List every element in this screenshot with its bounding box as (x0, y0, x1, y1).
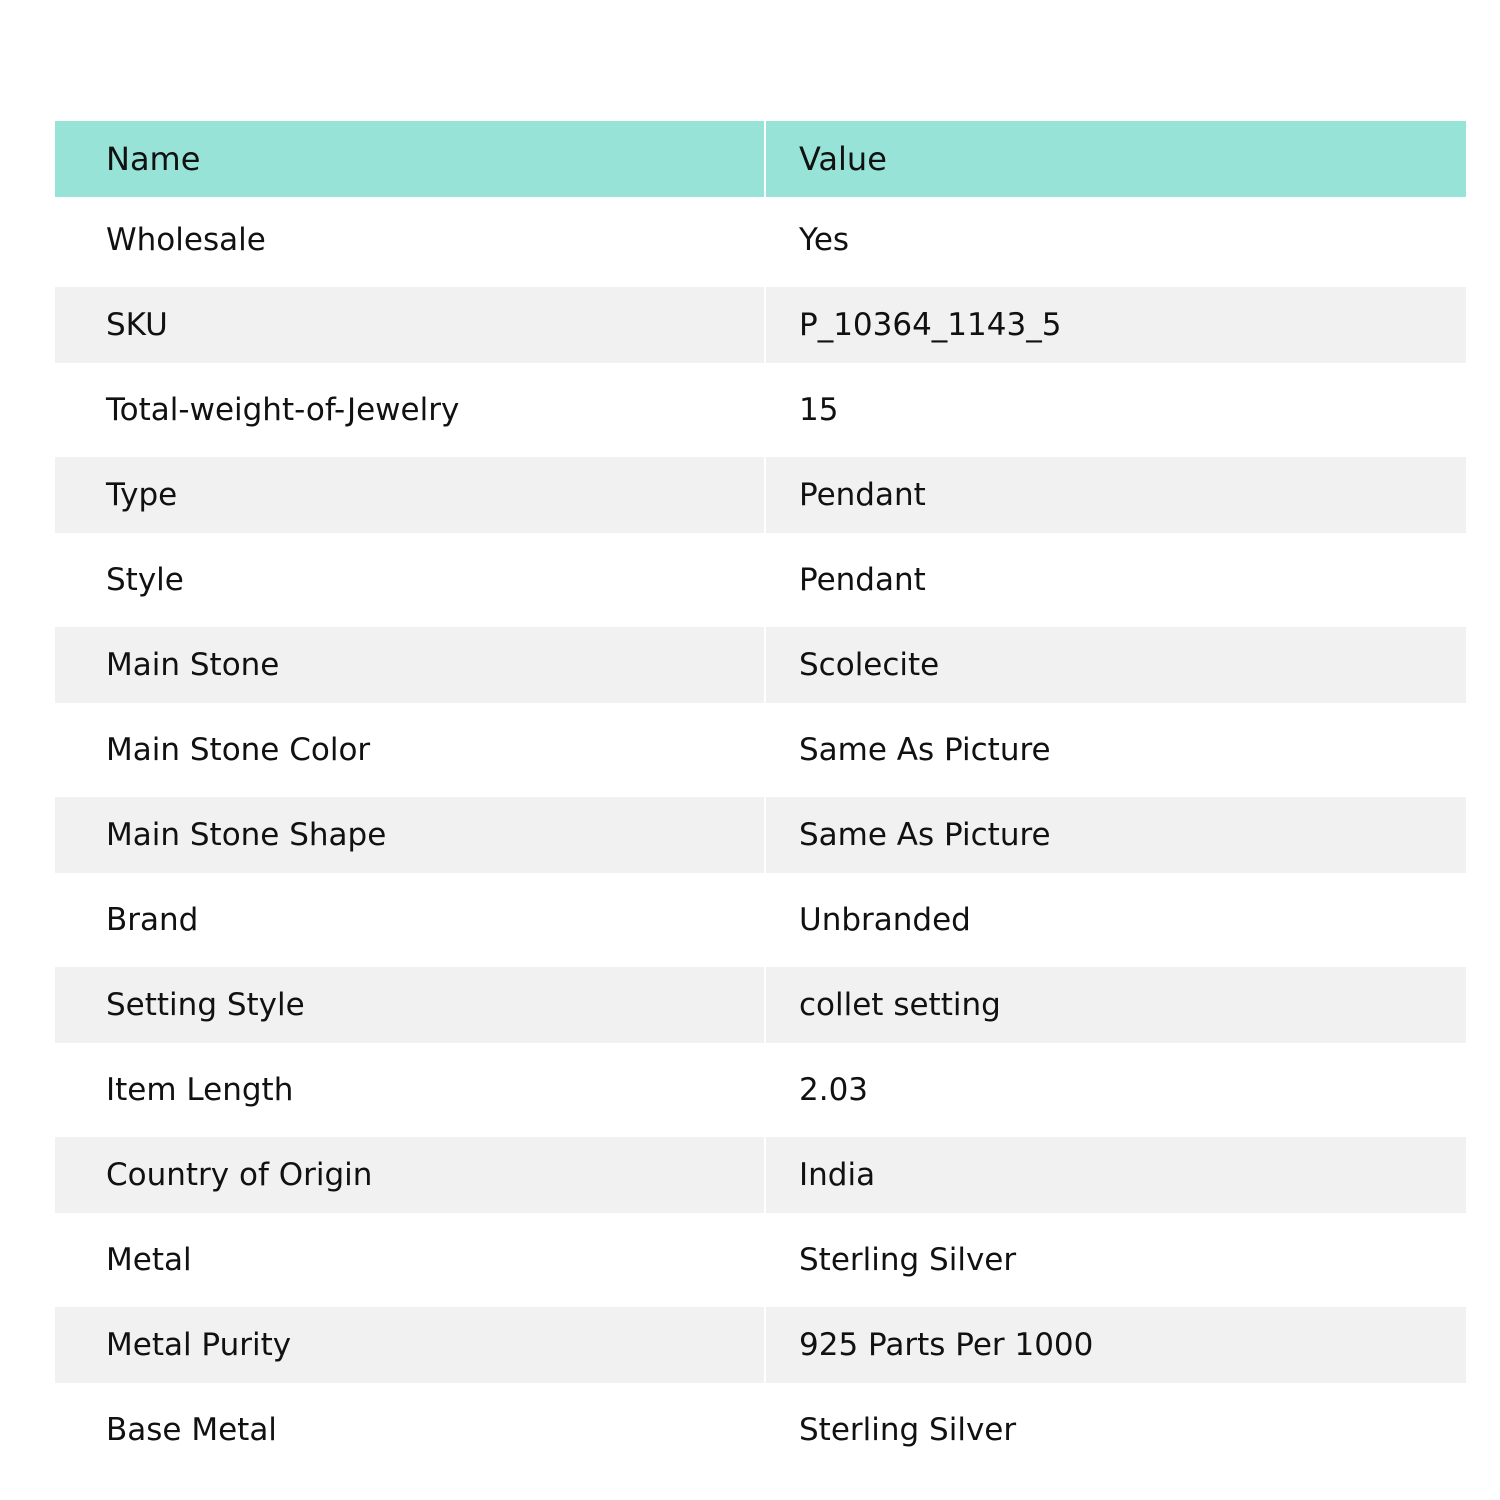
table-row (55, 1132, 1466, 1217)
table-row (55, 1047, 1466, 1132)
row-value: Same As Picture (766, 797, 1466, 873)
row-value: 925 Parts Per 1000 (766, 1307, 1466, 1383)
row-name: Main Stone Shape (55, 797, 766, 873)
row-value: Scolecite (766, 627, 1466, 703)
row-name: Total-weight-of-Jewelry (106, 391, 460, 428)
row-name: SKU (55, 287, 766, 363)
row-value: Sterling Silver (799, 1241, 1017, 1278)
table-row (55, 1217, 1466, 1302)
row-value: 15 (799, 391, 839, 428)
row-value: collet setting (766, 967, 1466, 1043)
table-header-row (55, 121, 1466, 197)
row-value: Pendant (799, 561, 926, 598)
row-name: Style (106, 561, 184, 598)
table-row (55, 197, 1466, 282)
row-name: Main Stone (55, 627, 766, 703)
table-row (55, 707, 1466, 792)
row-name: Setting Style (55, 967, 766, 1043)
table-row (55, 537, 1466, 622)
table-row (55, 622, 1466, 707)
row-name: Metal (106, 1241, 192, 1278)
row-value: Yes (799, 221, 850, 258)
row-name: Country of Origin (55, 1137, 766, 1213)
row-name: Wholesale (106, 221, 266, 258)
table-row (55, 877, 1466, 962)
row-name: Main Stone Color (106, 731, 371, 768)
column-header-value: Value (766, 121, 1466, 197)
row-name: Base Metal (106, 1411, 277, 1448)
row-value: Sterling Silver (799, 1411, 1017, 1448)
row-name: Item Length (106, 1071, 294, 1108)
row-name: Metal Purity (55, 1307, 766, 1383)
table-row (55, 1302, 1466, 1387)
table-row (55, 282, 1466, 367)
row-value: Same As Picture (799, 731, 1051, 768)
row-name: Brand (106, 901, 199, 938)
table-row (55, 792, 1466, 877)
row-name: Type (55, 457, 766, 533)
table-row (55, 962, 1466, 1047)
row-value: Unbranded (799, 901, 971, 938)
row-value: Pendant (766, 457, 1466, 533)
row-value: P_10364_1143_5 (766, 287, 1466, 363)
column-header-name: Name (55, 121, 766, 197)
table-row (55, 367, 1466, 452)
specifications-table (55, 121, 1466, 1472)
table-row (55, 1387, 1466, 1472)
row-value: India (766, 1137, 1466, 1213)
table-row (55, 452, 1466, 537)
row-value: 2.03 (799, 1071, 869, 1108)
